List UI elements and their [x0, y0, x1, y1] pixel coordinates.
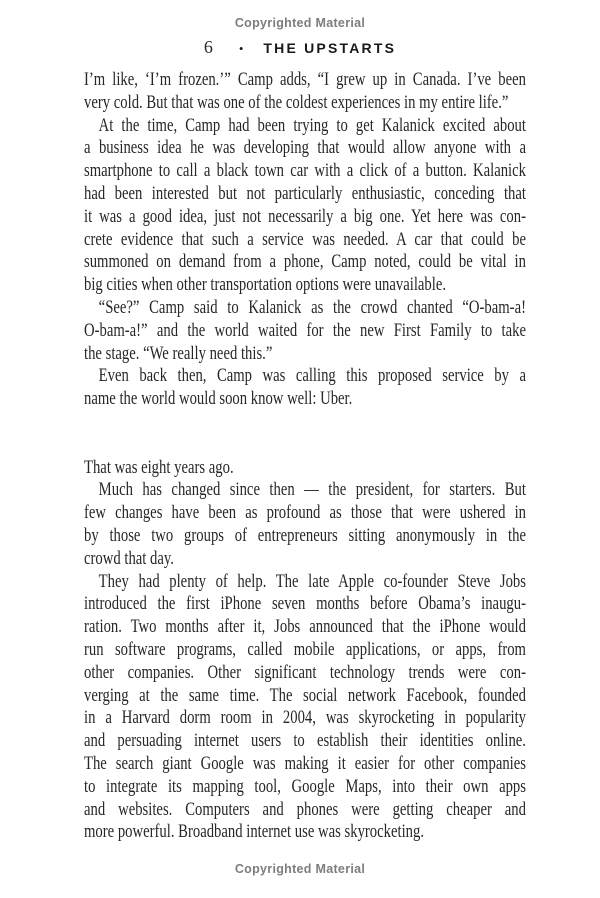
text-line: The search giant Google was making it easier for other companies — [84, 752, 526, 774]
text-line: smartphone to call a black town car with a click of a button. Kalanick — [84, 160, 526, 182]
text-line: That was eight years ago. — [84, 456, 234, 478]
text-line: O-bam-a!” and the world waited for the new First Family to take — [84, 319, 526, 341]
text-line: by those two groups of entrepreneurs sitting anonymously in the — [84, 524, 526, 546]
text-line: big cities when other transportation options were unavailable. — [84, 274, 447, 296]
text-line: it was a good idea, just not necessarily a big one. Yet here was con- — [84, 205, 526, 227]
text-line: Much has changed since then — the president, for starters. But — [98, 479, 526, 501]
page-number: 6 — [203, 37, 213, 57]
text-line: in a Harvard dorm room in 2004, was skyrocketing in popularity — [84, 707, 526, 729]
text-line: and websites. Computers and phones were getting cheaper and — [84, 798, 526, 820]
bullet-separator-icon: • — [238, 41, 244, 56]
book-title: THE UPSTARTS — [263, 40, 397, 56]
text-line: a business idea he was developing that would allow anyone with a — [84, 137, 526, 159]
text-line: to integrate its mapping tool, Google Maps, into their own apps — [84, 775, 526, 797]
copyright-notice-bottom: Copyrighted Material — [234, 862, 366, 876]
text-line: and persuading internet users to establish their identities online. — [84, 730, 526, 752]
text-line: name the world would soon know well: Uber. — [84, 388, 353, 410]
text-line: the stage. “We really need this.” — [84, 342, 273, 364]
text-line: I’m like, ‘I’m frozen.’” Camp adds, “I grew up in Canada. I’ve been — [84, 69, 526, 90]
text-line: more powerful. Broadband internet use was skyrocketing. — [84, 821, 425, 843]
text-line: Even back then, Camp was calling this proposed service by a — [98, 365, 526, 387]
body-text — [84, 69, 526, 844]
text-line: crowd that day. — [84, 547, 174, 569]
text-line: At the time, Camp had been trying to get Kalanick excited about — [98, 114, 526, 136]
running-header — [0, 38, 600, 58]
text-line: summoned on demand from a phone, Camp noted, could be vital in — [84, 251, 526, 273]
text-line: They had plenty of help. The late Apple co-founder Steve Jobs — [98, 570, 526, 592]
text-line: introduced the first iPhone seven months before Obama’s inaugu- — [84, 593, 526, 615]
text-line: ration. Two months after it, Jobs announced that the iPhone would — [84, 616, 526, 638]
text-line: “See?” Camp said to Kalanick as the crowd chanted “O-bam-a! — [98, 296, 526, 318]
text-line: run software programs, called mobile applications, or apps, from — [84, 638, 526, 660]
text-line: verging at the same time. The social network Facebook, founded — [84, 684, 526, 706]
text-line: crete evidence that such a service was needed. A car that could be — [84, 228, 526, 250]
copyright-notice-top: Copyrighted Material — [234, 16, 366, 30]
text-line: very cold. But that was one of the coldest experiences in my entire life.” — [84, 91, 509, 113]
text-line: other companies. Other significant technology trends were con- — [84, 661, 526, 683]
text-line: few changes have been as profound as those that were ushered in — [84, 502, 526, 524]
text-line: had been interested but not particularly enthusiastic, conceding that — [84, 182, 526, 204]
